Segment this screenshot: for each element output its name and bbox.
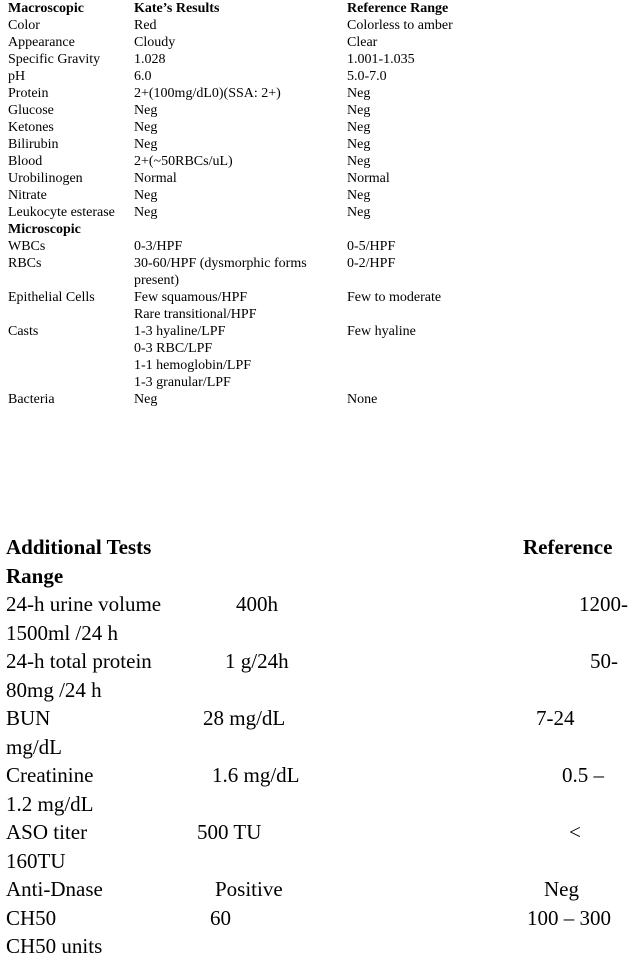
additional-test-name: Creatinine — [6, 763, 94, 787]
result-line: Red — [134, 18, 157, 33]
table-row — [8, 238, 642, 255]
macroscopic-result-cell — [134, 119, 347, 136]
table-row — [8, 17, 642, 34]
macroscopic-test-name: Appearance — [8, 35, 75, 50]
additional-test-row — [6, 761, 638, 790]
additional-tests-header-line-2 — [6, 562, 638, 591]
macroscopic-test-name: Leukocyte esterase — [8, 205, 115, 220]
additional-tests-section — [6, 533, 638, 961]
macroscopic-result-cell — [134, 102, 347, 119]
reference-line: Neg — [347, 120, 371, 135]
additional-test-row — [6, 875, 638, 904]
table-row — [8, 204, 642, 221]
reference-line: Neg — [347, 86, 371, 101]
additional-test-reference: 7-24 — [536, 706, 575, 730]
additional-test-reference: 0.5 – — [562, 763, 604, 787]
additional-tests-heading: Additional Tests — [6, 535, 152, 559]
result-line: Neg — [134, 137, 158, 152]
table-row — [8, 289, 642, 323]
microscopic-heading: Microscopic — [8, 222, 81, 237]
macroscopic-result-cell — [134, 17, 347, 34]
microscopic-test-name: Casts — [8, 324, 39, 339]
table-row — [8, 255, 642, 289]
additional-test-reference: 50- — [590, 649, 618, 673]
urinalysis-results-table — [8, 0, 642, 408]
additional-test-name: ASO titer — [6, 820, 88, 844]
microscopic-reference-cell — [347, 289, 642, 323]
table-row — [8, 153, 642, 170]
macroscopic-reference-cell — [347, 34, 642, 51]
result-line: Neg — [134, 120, 158, 135]
macroscopic-reference-cell — [347, 170, 642, 187]
microscopic-result-cell — [134, 289, 347, 323]
reference-line: 5.0-7.0 — [347, 69, 387, 84]
microscopic-reference-cell — [347, 391, 642, 408]
additional-test-row — [6, 904, 638, 933]
microscopic-reference-cell — [347, 323, 642, 391]
additional-test-row — [6, 590, 638, 619]
result-line: 1-1 hemoglobin/LPF — [134, 358, 252, 373]
table-row — [8, 136, 642, 153]
macroscopic-result-cell — [134, 170, 347, 187]
header-kates-results: Kate’s Results — [134, 1, 220, 16]
additional-test-value: 60 — [210, 905, 231, 930]
additional-test-row-continued — [6, 619, 638, 648]
macroscopic-reference-cell — [347, 17, 642, 34]
result-line: Normal — [134, 171, 177, 186]
additional-test-row — [6, 818, 638, 847]
macroscopic-test-name: Specific Gravity — [8, 52, 101, 67]
microscopic-test-name: Bacteria — [8, 392, 55, 407]
reference-line: Few to moderate — [347, 290, 442, 305]
microscopic-test-name: Epithelial Cells — [8, 290, 95, 305]
reference-heading-range: Range — [6, 563, 64, 588]
macroscopic-reference-cell — [347, 187, 642, 204]
reference-line: Neg — [347, 188, 371, 203]
microscopic-result-cell — [134, 238, 347, 255]
additional-test-reference-continued: 1.2 mg/dL — [6, 791, 94, 816]
reference-line: Neg — [347, 103, 371, 118]
microscopic-reference-cell — [347, 255, 642, 289]
additional-tests-rows — [6, 590, 638, 961]
additional-test-reference: 100 – 300 — [527, 905, 611, 930]
result-line: Neg — [134, 205, 158, 220]
additional-test-name: Anti-Dnase — [6, 877, 103, 901]
additional-test-name: BUN — [6, 706, 51, 730]
result-line: Neg — [134, 188, 158, 203]
table-row — [8, 51, 642, 68]
macroscopic-test-name: Urobilinogen — [8, 171, 83, 186]
macroscopic-result-cell — [134, 34, 347, 51]
additional-test-reference: 1200- — [579, 592, 628, 616]
table-row — [8, 119, 642, 136]
macroscopic-result-cell — [134, 187, 347, 204]
macroscopic-reference-cell — [347, 85, 642, 102]
additional-test-row-continued — [6, 676, 638, 705]
macroscopic-result-cell — [134, 68, 347, 85]
reference-line: Normal — [347, 171, 390, 186]
additional-tests-header-line — [6, 533, 638, 562]
macroscopic-reference-cell — [347, 119, 642, 136]
table-row — [8, 391, 642, 408]
additional-test-reference-continued: 160TU — [6, 848, 66, 873]
additional-test-value: 400h — [236, 592, 278, 616]
additional-test-reference: Neg — [544, 877, 579, 901]
microscopic-result-cell — [134, 323, 347, 391]
table-row — [8, 102, 642, 119]
additional-test-value: Positive — [215, 877, 283, 901]
additional-test-name: 24-h total protein — [6, 649, 152, 673]
additional-test-reference-continued: 80mg /24 h — [6, 677, 102, 702]
additional-test-value: 1 g/24h — [225, 649, 289, 673]
table-row — [8, 323, 642, 391]
result-line: Neg — [134, 392, 158, 407]
macroscopic-section — [8, 17, 642, 221]
microscopic-reference-cell — [347, 238, 642, 255]
macroscopic-test-name: Ketones — [8, 120, 54, 135]
additional-test-name: CH50 — [6, 905, 57, 930]
macroscopic-test-name: Color — [8, 18, 40, 33]
macroscopic-reference-cell — [347, 102, 642, 119]
additional-test-value: 500 TU — [197, 820, 262, 844]
reference-line: Neg — [347, 137, 371, 152]
additional-test-row — [6, 647, 638, 676]
reference-line: Neg — [347, 205, 371, 220]
reference-line: None — [347, 392, 378, 407]
result-line: Rare transitional/HPF — [134, 307, 257, 322]
result-line: 1-3 granular/LPF — [134, 375, 231, 390]
additional-test-name: 24-h urine volume — [6, 592, 162, 616]
macroscopic-result-cell — [134, 136, 347, 153]
reference-line: 1.001-1.035 — [347, 52, 415, 67]
result-line: 2+(~50RBCs/uL) — [134, 154, 233, 169]
table-row — [8, 68, 642, 85]
additional-test-reference: < — [569, 820, 581, 844]
additional-test-row — [6, 704, 638, 733]
microscopic-result-cell — [134, 255, 347, 289]
result-line: 30-60/HPF (dysmorphic forms — [134, 256, 307, 271]
macroscopic-reference-cell — [347, 136, 642, 153]
result-line: 1.028 — [134, 52, 166, 67]
macroscopic-test-name: Bilirubin — [8, 137, 59, 152]
result-line: Cloudy — [134, 35, 176, 50]
table-row — [8, 170, 642, 187]
macroscopic-reference-cell — [347, 153, 642, 170]
result-line: 2+(100mg/dL0)(SSA: 2+) — [134, 86, 281, 101]
result-line: 1-3 hyaline/LPF — [134, 324, 226, 339]
microscopic-section — [8, 238, 642, 408]
macroscopic-reference-cell — [347, 204, 642, 221]
header-macroscopic: Macroscopic — [8, 1, 84, 16]
table-row — [8, 187, 642, 204]
result-line: 0-3/HPF — [134, 239, 183, 254]
additional-test-reference-continued: 1500ml /24 h — [6, 620, 119, 645]
macroscopic-test-name: Nitrate — [8, 188, 47, 203]
additional-test-value: 28 mg/dL — [203, 706, 286, 730]
macroscopic-reference-cell — [347, 68, 642, 85]
additional-test-reference-continued: CH50 units — [6, 934, 103, 958]
result-line: Few squamous/HPF — [134, 290, 248, 305]
table-header-row — [8, 0, 642, 17]
result-line: 6.0 — [134, 69, 152, 84]
additional-test-row-continued — [6, 847, 638, 876]
reference-line: Colorless to amber — [347, 18, 453, 33]
macroscopic-result-cell — [134, 85, 347, 102]
macroscopic-test-name: Glucose — [8, 103, 54, 118]
additional-test-row-continued — [6, 733, 638, 762]
result-line: 0-3 RBC/LPF — [134, 341, 213, 356]
table-row — [8, 34, 642, 51]
reference-line: Neg — [347, 154, 371, 169]
header-reference-range: Reference Range — [347, 1, 449, 16]
reference-heading: Reference — [523, 535, 613, 559]
macroscopic-result-cell — [134, 51, 347, 68]
result-line: present) — [134, 273, 180, 288]
microscopic-test-name: RBCs — [8, 256, 42, 271]
macroscopic-test-name: pH — [8, 69, 26, 84]
macroscopic-result-cell — [134, 204, 347, 221]
microscopic-heading-row — [8, 221, 642, 238]
microscopic-test-name: WBCs — [8, 239, 46, 254]
macroscopic-reference-cell — [347, 51, 642, 68]
microscopic-result-cell — [134, 391, 347, 408]
reference-line: Clear — [347, 35, 378, 50]
macroscopic-test-name: Protein — [8, 86, 49, 101]
macroscopic-result-cell — [134, 153, 347, 170]
additional-test-value: 1.6 mg/dL — [212, 763, 300, 787]
reference-line: 0-2/HPF — [347, 256, 396, 271]
macroscopic-test-name: Blood — [8, 154, 43, 169]
additional-test-reference-continued: mg/dL — [6, 734, 62, 759]
additional-test-row-continued — [6, 790, 638, 819]
reference-line: 0-5/HPF — [347, 239, 396, 254]
additional-test-row-continued — [6, 932, 638, 961]
table-row — [8, 85, 642, 102]
reference-line: Few hyaline — [347, 324, 416, 339]
result-line: Neg — [134, 103, 158, 118]
